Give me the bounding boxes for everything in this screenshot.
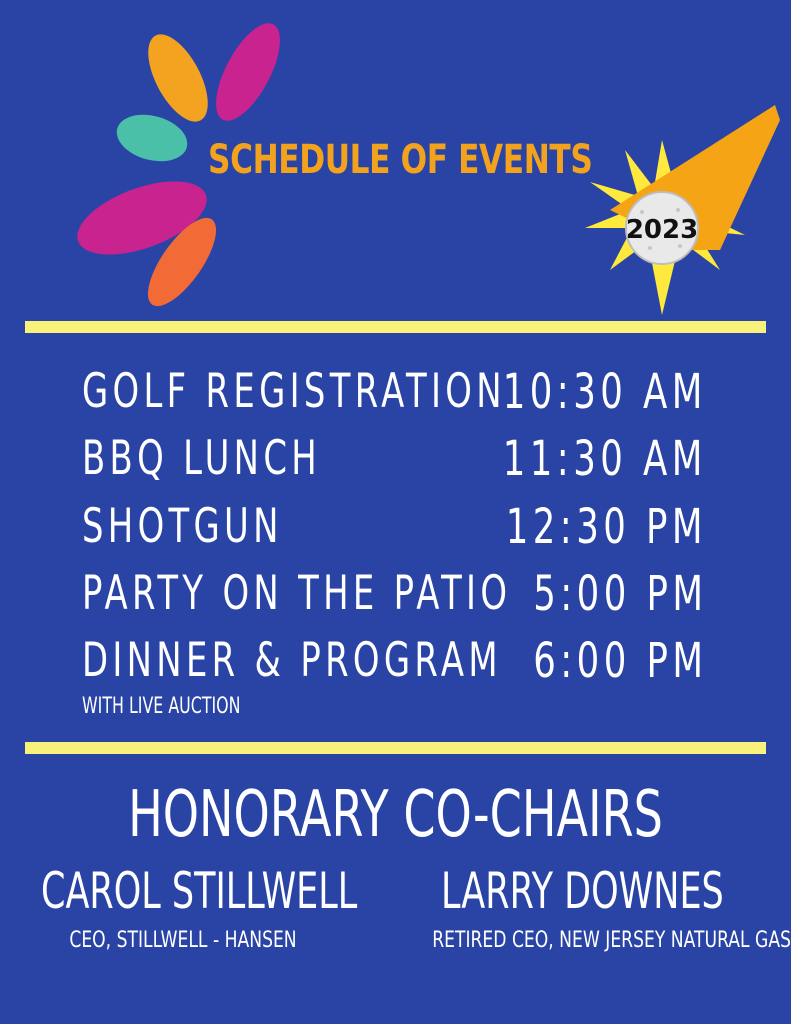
event-time: 12:30 PM [505, 499, 707, 555]
event-time: 11:30 AM [502, 431, 707, 487]
cochair-title: RETIRED CEO, NEW JERSEY NATURAL GAS [432, 928, 791, 953]
event-name: SHOTGUN [82, 499, 283, 554]
golf-ball-icon [626, 192, 698, 264]
event-name: GOLF REGISTRATION [82, 364, 506, 419]
cochair-name: LARRY DOWNES [441, 862, 724, 920]
event-name: BBQ LUNCH [82, 431, 322, 486]
cochair-title: CEO, STILLWELL - HANSEN [69, 928, 297, 953]
divider-bottom [25, 742, 766, 754]
schedule-row [82, 362, 707, 422]
event-name: DINNER & PROGRAM [82, 633, 502, 688]
page-title: SCHEDULE OF EVENTS [208, 137, 593, 183]
cochair-name: CAROL STILLWELL [41, 862, 358, 920]
schedule-row [82, 497, 707, 557]
divider-top [25, 321, 766, 333]
event-time: 6:00 PM [532, 633, 707, 689]
badge-year: 2023 [625, 215, 699, 245]
event-name: PARTY ON THE PATIO [82, 566, 512, 621]
event-note: WITH LIVE AUCTION [82, 694, 241, 719]
event-time: 10:30 AM [502, 364, 707, 420]
schedule-row [82, 631, 707, 691]
schedule-row [82, 429, 707, 489]
golf-badge [580, 100, 780, 320]
schedule-row [82, 564, 707, 624]
cochairs-heading: HONORARY CO-CHAIRS [128, 778, 663, 852]
event-time: 5:00 PM [532, 566, 707, 622]
